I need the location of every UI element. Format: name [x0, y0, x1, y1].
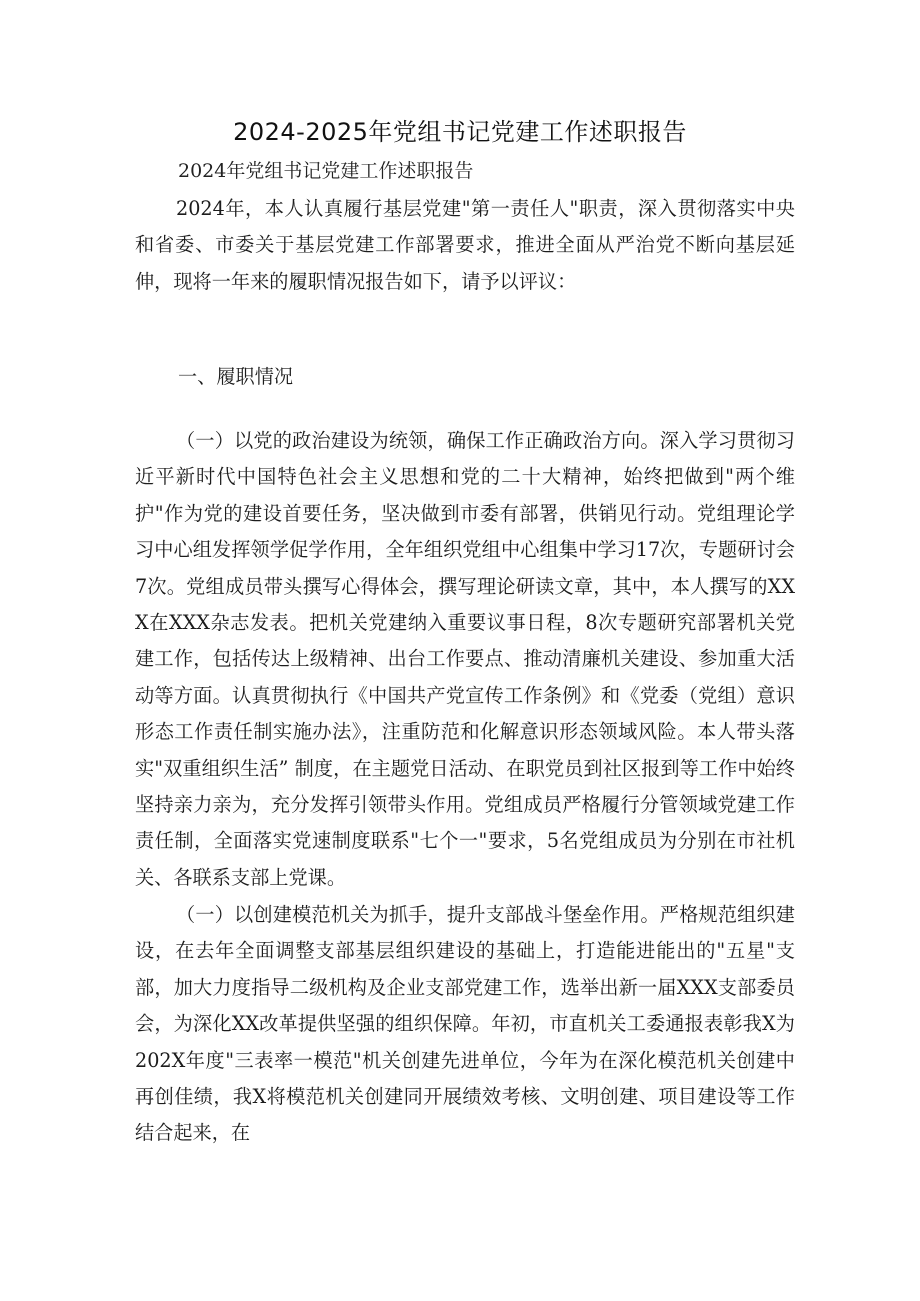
document-title: 2024-2025年党组书记党建工作述职报告: [233, 118, 687, 146]
intro-paragraph: 2024年，本人认真履行基层党建"第一责任人"职责，深入贯彻落实中央和省委、市委关于基层党建工作部署要求，推进全面从严治党不断向基层延伸，现将一年来的履职情况报告如下，请予以评议：: [135, 197, 795, 293]
body-paragraph-1: （一）以党的政治建设为统领，确保工作正确政治方向。深入学习贯彻习近平新时代中国特色社会主义思想和党的二十大精神，始终把做到"两个维护"作为党的建设首要任务，坚决做到市委有部署，供销见行动。党组理论学习中心组发挥领学促学作用，全年组织党组中心组集中学习17次，专题研讨会7次。党组成员带头撰写心得体会，撰写理论研读文章，其中，本人撰写的XXX在XXX杂志发表。把机关党建纳入重要议事日程，8次专题研究部署机关党建工作，包括传达上级精神、出台工作要点、推动清廉机关建设、参加重大活动等方面。认真贯彻执行《中国共产党宣传工作条例》和《党委（党组）意识形态工作责任制实施办法》，注重防范和化解意识形态领域风险。本人带头落实"双重组织生活” 制度，在主题党日活动、在职党员到社区报到等工作中始终坚持亲力亲为，充分发挥引领带头作用。党组成员严格履行分管领域党建工作责任制，全面落实党速制度联系"七个一"要求，5名党组成员为分别在市社机关、各联系支部上党课。: [135, 429, 795, 889]
body-paragraph-2: （一）以创建模范机关为抓手，提升支部战斗堡垒作用。严格规范组织建设，在去年全面调整支部基层组织建设的基础上，打造能进能出的"五星"支部，加大力度指导二级机构及企业支部党建工作，选举出新一届XXX支部委员会，为深化XX改革提供坚强的组织保障。年初，市直机关工委通报表彰我X为202X年度"三表率一模范"机关创建先进单位，今年为在深化模范机关创建中再创佳绩，我X将模范机关创建同开展绩效考核、文明创建、项目建设等工作结合起来，在: [135, 903, 795, 1145]
document-subtitle: 2024年党组书记党建工作述职报告: [178, 160, 474, 182]
section-heading: 一、履职情况: [178, 365, 294, 388]
